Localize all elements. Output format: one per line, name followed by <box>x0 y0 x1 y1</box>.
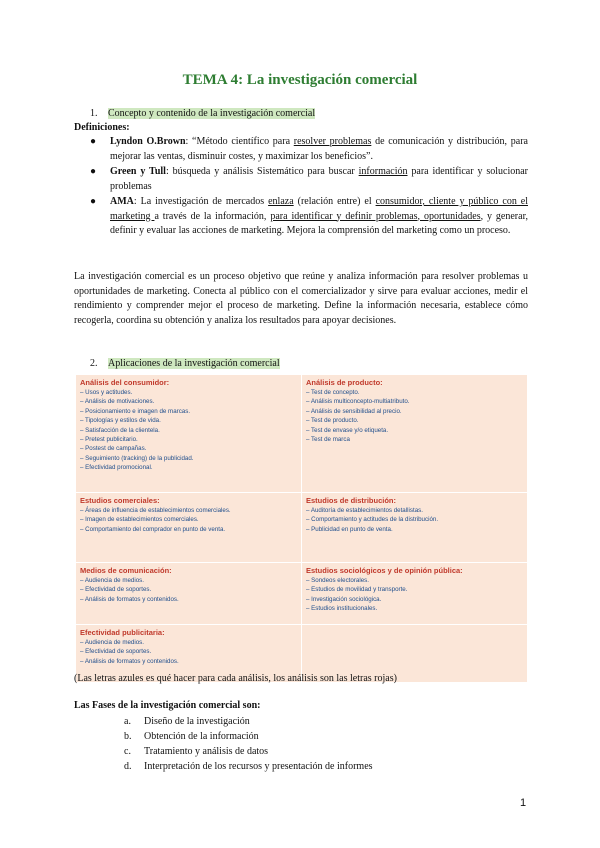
application-cell <box>76 375 302 493</box>
definition-author: Lyndon O.Brown <box>110 136 186 147</box>
definition-underlined: para identificar y definir problemas, oportunidades <box>270 210 481 222</box>
application-cell <box>302 563 528 625</box>
table-row <box>76 375 528 493</box>
application-item: – Satisfacción de la clientela. <box>80 426 160 434</box>
section-1-number: 1. <box>90 108 98 119</box>
application-item: – Audiencia de medios. <box>80 639 144 646</box>
fase-letter: d. <box>124 761 132 772</box>
page-number: 1 <box>520 797 527 809</box>
section-2-title <box>90 358 280 369</box>
fases-list <box>124 714 373 774</box>
definition-item <box>90 195 528 239</box>
application-item: – Efectividad promocional. <box>80 464 153 472</box>
definition-text: : La investigación de mercados <box>133 196 269 207</box>
application-item: – Análisis de formatos y contenidos. <box>80 657 179 665</box>
fase-text: Tratamiento y análisis de datos <box>144 746 269 757</box>
definition-text: a través de la información, <box>154 210 271 222</box>
application-item: – Comportamiento del comprador en punto de venta. <box>80 525 226 533</box>
application-item: – Auditoría de establecimientos detallistas. <box>306 507 423 514</box>
application-item: – Tipologías y estilos de vida. <box>80 417 161 425</box>
application-item: – Seguimiento (tracking) de la publicidad. <box>80 454 194 462</box>
application-heading: Análisis de producto: <box>306 378 383 387</box>
definition-underlined: consumidor, cliente y público con el marketing <box>110 196 528 222</box>
fase-item <box>124 759 373 774</box>
definition-text: : “Método científico para <box>185 136 294 147</box>
application-item: – Estudios institucionales. <box>306 605 378 613</box>
fase-text: Diseño de la investigación <box>144 716 250 727</box>
definition-underlined: información <box>358 166 408 177</box>
definition-underlined: enlaza <box>268 196 294 207</box>
application-item: – Áreas de influencia de establecimientos comerciales. <box>80 507 231 514</box>
fase-item <box>124 729 373 744</box>
application-item: – Imagen de establecimientos comerciales. <box>80 516 199 524</box>
bullet-icon: ● <box>90 166 97 177</box>
application-item: – Posicionamiento e imagen de marcas. <box>80 407 191 415</box>
application-cell <box>76 563 302 625</box>
application-heading: Efectividad publicitaria: <box>80 628 165 637</box>
fase-text: Interpretación de los recursos y presentación de informes <box>144 761 373 772</box>
section-1-title <box>90 108 315 119</box>
application-item: – Test de envase y/o etiqueta. <box>306 426 389 434</box>
application-item: – Análisis multiconcepto-multiatributo. <box>306 398 410 406</box>
application-item: – Test de marca <box>306 436 350 444</box>
section-2-label: Aplicaciones de la investigación comercial <box>108 358 280 369</box>
definition-text: (relación entre) el <box>293 196 376 207</box>
fase-item <box>124 714 373 729</box>
application-heading: Estudios de distribución: <box>306 496 397 505</box>
definition-item <box>90 165 528 194</box>
definition-author: AMA <box>110 196 134 207</box>
application-item: – Test de concepto. <box>306 389 360 396</box>
application-heading: Estudios comerciales: <box>80 496 160 505</box>
intro-paragraph: La investigación comercial es un proceso objetivo que reúne y analiza información para resolver problemas u oportunidades de marketing. Conecta al público con el comercializador y sirve para evaluar acciones, medir el rendimiento y comprender mejor el proceso de marketing. Define la información necesaria, establece cómo recogerla, coordina su obtención y analiza los resultados para apoyar decisiones. <box>74 271 528 327</box>
application-item: – Efectividad de soportes. <box>80 648 152 656</box>
table-note: (Las letras azules es qué hacer para cada análisis, los análisis son las letras rojas) <box>74 673 397 684</box>
application-cell <box>76 493 302 563</box>
fases-heading: Las Fases de la investigación comercial son: <box>74 700 261 711</box>
definition-text: para identificar y solucionar problemas <box>110 166 529 192</box>
application-item: – Postest de campañas. <box>80 445 147 453</box>
fase-item <box>124 744 373 759</box>
definitions-list <box>90 135 528 240</box>
application-cell <box>302 493 528 563</box>
application-item: – Publicidad en punto de venta. <box>306 525 393 533</box>
fase-text: Obtención de la información <box>144 731 259 742</box>
bullet-icon: ● <box>90 196 97 207</box>
application-item: – Análisis de motivaciones. <box>80 398 155 406</box>
fase-letter: c. <box>124 746 131 757</box>
application-item: – Análisis de sensibilidad al precio. <box>306 407 402 415</box>
fase-letter: b. <box>124 731 132 742</box>
application-heading: Análisis del consumidor: <box>80 378 170 387</box>
definition-text: : búsqueda y análisis Sistemático para buscar <box>165 166 359 177</box>
applications-table <box>75 374 528 683</box>
fase-letter: a. <box>124 716 131 727</box>
application-heading: Medios de comunicación: <box>80 566 172 575</box>
application-item: – Test de producto. <box>306 417 359 425</box>
table-row <box>76 563 528 625</box>
definition-author: Green y Tull <box>110 166 166 177</box>
definition-text: , y generar, definir y evaluar las acciones de marketing. Mejora la comprensión del marketing como un proceso. <box>110 210 529 236</box>
application-heading: Estudios sociológicos y de opinión pública: <box>306 566 463 575</box>
application-cell <box>302 375 528 493</box>
application-item: – Audiencia de medios. <box>80 577 144 584</box>
application-item: – Estudios de movilidad y transporte. <box>306 586 408 594</box>
bullet-icon: ● <box>90 136 97 147</box>
application-item: – Usos y actitudes. <box>80 389 133 396</box>
application-item: – Investigación sociológica. <box>306 595 382 603</box>
application-item: – Sondeos electorales. <box>306 577 369 584</box>
application-item: – Pretest publicitario. <box>80 436 138 444</box>
definition-underlined: resolver problemas <box>293 136 372 147</box>
table-row <box>76 493 528 563</box>
definition-item <box>90 135 528 164</box>
page-title: TEMA 4: La investigación comercial <box>182 72 418 88</box>
application-item: – Comportamiento y actitudes de la distribución. <box>306 516 439 524</box>
section-2-number: 2. <box>90 358 98 369</box>
application-item: – Efectividad de soportes. <box>80 586 152 594</box>
section-1-label: Concepto y contenido de la investigación comercial <box>108 108 316 119</box>
definitions-heading: Definiciones: <box>74 122 130 133</box>
application-item: – Análisis de formatos y contenidos. <box>80 595 179 603</box>
definition-text: de comunicación y distribución, para mejorar las ventas, disminuir costes, y maximizar los beneficios”. <box>110 136 528 162</box>
